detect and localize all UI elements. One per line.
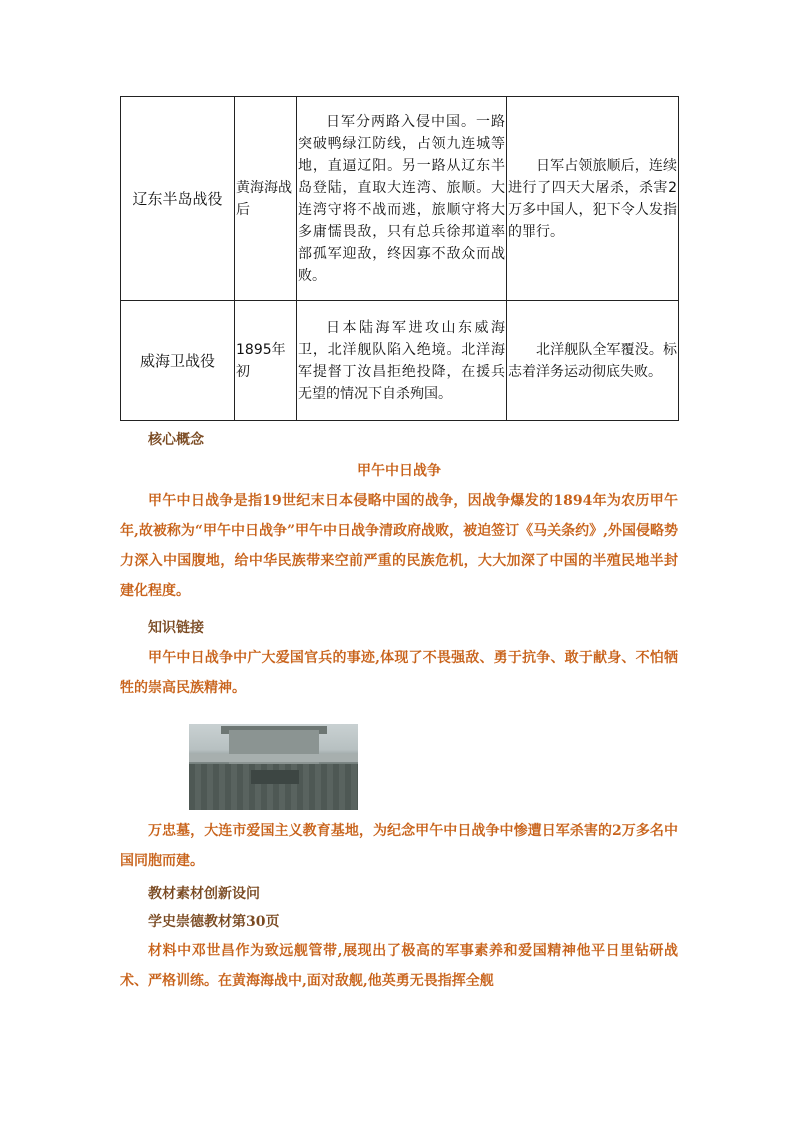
battle-process-text: 日本陆海军进攻山东威海卫，北洋舰队陷入绝境。北洋海军提督丁汝昌拒绝投降，在援兵无望的情况下自杀殉国。 xyxy=(298,319,505,402)
battle-process xyxy=(297,97,507,301)
battle-result-text: 日军占领旅顺后，连续进行了四天大屠杀，杀害2万多中国人，犯下令人发指的罪行。 xyxy=(508,157,677,240)
battle-table xyxy=(120,96,679,421)
core-concept-title: 甲午中日战争 xyxy=(357,463,441,479)
memorial-photo xyxy=(189,724,358,810)
knowledge-link-heading: 知识链接 xyxy=(148,620,204,636)
photo-caption: 万忠墓，大连市爱国主义教育基地，为纪念甲午中日战争中惨遭日军杀害的2万多名中国同胞而建。 xyxy=(120,823,678,869)
battle-result xyxy=(507,97,679,301)
textbook-heading: 教材素材创新设问 xyxy=(148,886,260,902)
textbook-text: 材料中邓世昌作为致远舰管带,展现出了极高的军事素养和爱国精神他平日里钻研战术、严格训练。在黄海海战中,面对敌舰,他英勇无畏指挥全舰 xyxy=(120,943,678,989)
battle-result-text: 北洋舰队全军覆没。标志着洋务运动彻底失败。 xyxy=(508,341,677,380)
table-row xyxy=(121,301,679,421)
textbook-subheading: 学史崇德教材第30页 xyxy=(148,914,280,930)
table-row xyxy=(121,97,679,301)
battle-process-text: 日军分两路入侵中国。一路突破鸭绿江防线，占领九连城等地，直逼辽阳。另一路从辽东半岛登陆，直取大连湾、旅顺。大连湾守将不战而逃，旅顺守将大多庸懦畏敌，只有总兵徐邦道率部孤军迎敌，终因寡不敌众而战败。 xyxy=(298,113,505,284)
battle-time: 1895年初 xyxy=(235,301,297,421)
battle-result xyxy=(507,301,679,421)
core-concept-heading: 核心概念 xyxy=(148,432,204,448)
core-concept-text: 甲午中日战争是指19世纪末日本侵略中国的战争，因战争爆发的1894年为农历甲午年,故被称为“甲午中日战争”甲午中日战争清政府战败，被迫签订《马关条约》,外国侵略势力深入中国腹地，给中华民族带来空前严重的民族危机，大大加深了中国的半殖民地半封建化程度。 xyxy=(120,493,678,599)
battle-process xyxy=(297,301,507,421)
knowledge-link-text: 甲午中日战争中广大爱国官兵的事迹,体现了不畏强敌、勇于抗争、敢于献身、不怕牺牲的崇高民族精神。 xyxy=(120,650,678,696)
battle-time: 黄海海战后 xyxy=(235,97,297,301)
battle-name: 威海卫战役 xyxy=(121,301,235,421)
battle-name: 辽东半岛战役 xyxy=(121,97,235,301)
